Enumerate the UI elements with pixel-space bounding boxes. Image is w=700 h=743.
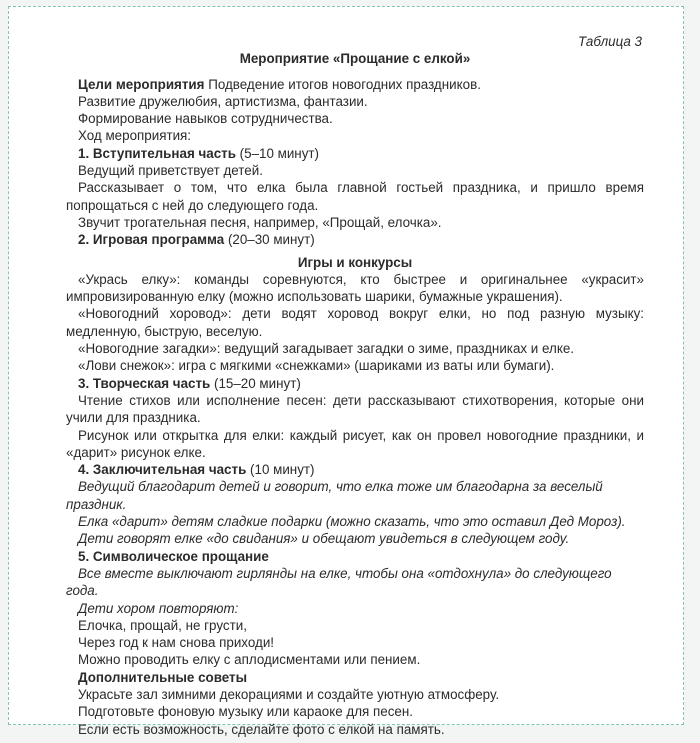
italic-paragraph: Дети хором повторяют: [78, 600, 239, 616]
section-2-heading-line [66, 231, 644, 248]
tip-item: Украсьте зал зимними декорациями и создайте уютную атмосферу. [78, 686, 500, 702]
tip-item: Подготовьте фоновую музыку или караоке для песен. [78, 704, 413, 720]
italic-paragraph: Елка «дарит» детям сладкие подарки (можно сказать, что это оставил Дед Мороз). [78, 514, 626, 530]
section-5-heading: 5. Символическое прощание [78, 548, 269, 564]
section-3-heading-line [66, 375, 644, 392]
italic-paragraph: Ведущий благодарит детей и говорит, что елка тоже им благодарна за веселый праздник. [66, 479, 603, 512]
paragraph: Рисунок или открытка для елки: каждый рисует, как он провел новогодние праздники, и «дарит» рисунок елке. [66, 427, 644, 460]
goals-heading: Цели мероприятия [78, 76, 205, 92]
section-1-time: (5–10 минут) [235, 145, 319, 161]
tip-item: Если есть возможность, сделайте фото с елкой на память. [78, 721, 445, 737]
game-item: «Новогодние загадки»: ведущий загадывает загадки о зиме, праздниках и елке. [78, 341, 575, 357]
section-3-time: (15–20 минут) [210, 375, 301, 391]
document-body [66, 33, 644, 738]
game-item: «Новогодний хоровод»: дети водят хоровод вокруг елки, но под разную музыку: медленную, быструю, веселую. [66, 306, 644, 339]
games-heading: Игры и конкурсы [297, 254, 413, 270]
paragraph: Звучит трогательная песня, например, «Прощай, елочка». [78, 214, 442, 230]
section-2-heading: 2. Игровая программа [78, 232, 225, 248]
section-4-heading-line [66, 461, 644, 478]
paragraph: Можно проводить елку с аплодисментами или пением. [78, 652, 421, 668]
section-2-time: (20–30 минут) [224, 232, 315, 248]
goals-line [66, 76, 644, 93]
tips-heading: Дополнительные советы [78, 669, 248, 685]
game-item: «Укрась елку»: команды соревнуются, кто быстрее и оригинальнее «украсит» импровизированную елку (можно использовать шарики, бумажные украшения). [66, 271, 644, 305]
table-caption: Таблица 3 [578, 34, 642, 49]
paragraph: Ведущий приветствует детей. [78, 163, 263, 179]
poem-line: Елочка, прощай, не грусти, [78, 617, 247, 633]
goal-item: Формирование навыков сотрудничества. [78, 111, 333, 127]
paragraph: Чтение стихов или исполнение песен: дети рассказывают стихотворения, которые они учили для праздника. [66, 392, 644, 426]
paragraph: Рассказывает о том, что елка была главной гостьей праздника, и пришло время попрощаться с ней до следующего года. [66, 180, 644, 213]
section-1-heading-line [66, 145, 644, 162]
poem-line: Через год к нам снова приходи! [78, 635, 275, 651]
goal-item: Развитие дружелюбия, артистизма, фантазии. [78, 93, 368, 109]
progress-label: Ход мероприятия: [78, 128, 192, 144]
section-1-heading: 1. Вступительная часть [78, 145, 236, 161]
italic-paragraph: Дети говорят елке «до свидания» и обещают увидеться в следующем году. [78, 531, 570, 547]
goals-text: Подведение итогов новогодних праздников. [204, 76, 481, 92]
section-4-heading: 4. Заключительная часть [78, 462, 247, 478]
section-3-heading: 3. Творческая часть [78, 375, 211, 391]
game-item: «Лови снежок»: игра с мягкими «снежками» (шариками из ваты или бумаги). [78, 358, 555, 374]
event-title: Мероприятие «Прощание с елкой» [239, 51, 471, 67]
italic-paragraph: Все вместе выключают гирлянды на елке, чтобы она «отдохнула» до следующего года. [66, 565, 612, 599]
section-4-time: (10 минут) [246, 462, 315, 478]
